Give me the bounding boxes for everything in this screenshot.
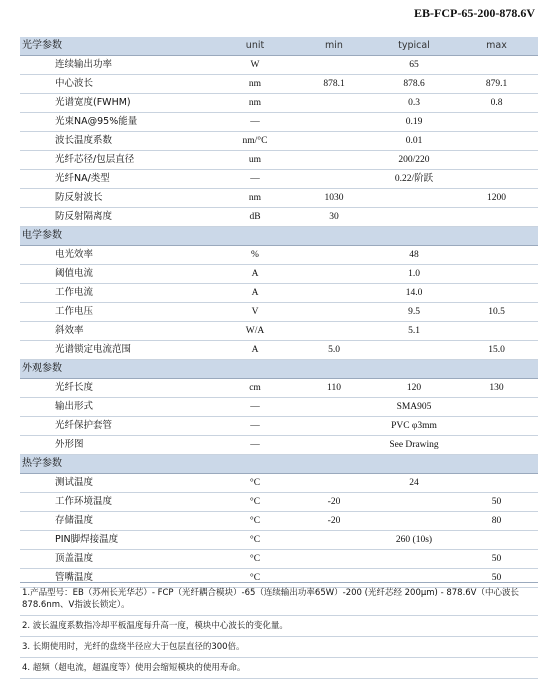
param-min xyxy=(295,170,373,189)
param-min: -20 xyxy=(295,493,373,512)
param-min xyxy=(295,322,373,341)
param-min xyxy=(295,284,373,303)
row-indent xyxy=(20,379,55,398)
param-name: 工作电流 xyxy=(55,284,215,303)
param-typical: 878.6 xyxy=(373,75,455,94)
param-unit: °C xyxy=(215,493,295,512)
param-unit: — xyxy=(215,417,295,436)
row-indent xyxy=(20,436,55,455)
param-max xyxy=(455,132,538,151)
param-max: 15.0 xyxy=(455,341,538,360)
param-unit: % xyxy=(215,246,295,265)
table-row xyxy=(20,493,538,512)
table-row xyxy=(20,151,538,170)
row-indent xyxy=(20,493,55,512)
section-header xyxy=(20,227,538,246)
row-indent xyxy=(20,265,55,284)
param-name: PIN脚焊接温度 xyxy=(55,531,215,550)
row-indent xyxy=(20,246,55,265)
param-max: 1200 xyxy=(455,189,538,208)
table-row xyxy=(20,170,538,189)
param-typical: See Drawing xyxy=(373,436,455,455)
table-row xyxy=(20,132,538,151)
param-min xyxy=(295,94,373,113)
table-row xyxy=(20,512,538,531)
section-header xyxy=(20,37,538,56)
row-indent xyxy=(20,512,55,531)
param-unit: — xyxy=(215,170,295,189)
param-min xyxy=(295,474,373,493)
param-name: 光束NA@95%能量 xyxy=(55,113,215,132)
table-row xyxy=(20,379,538,398)
param-max xyxy=(455,151,538,170)
param-max: 10.5 xyxy=(455,303,538,322)
param-typical xyxy=(373,341,455,360)
param-min xyxy=(295,132,373,151)
row-indent xyxy=(20,398,55,417)
param-name: 管嘴温度 xyxy=(55,569,215,588)
col-header-max: max xyxy=(455,37,538,56)
param-max: 130 xyxy=(455,379,538,398)
param-max xyxy=(455,265,538,284)
param-unit: °C xyxy=(215,512,295,531)
param-name: 光纤NA/类型 xyxy=(55,170,215,189)
row-indent xyxy=(20,550,55,569)
param-name: 光谱锁定电流范围 xyxy=(55,341,215,360)
param-min xyxy=(295,436,373,455)
param-unit: W xyxy=(215,56,295,75)
section-header xyxy=(20,360,538,379)
param-unit: °C xyxy=(215,531,295,550)
param-name: 斜效率 xyxy=(55,322,215,341)
table-row xyxy=(20,322,538,341)
param-unit: cm xyxy=(215,379,295,398)
section-title: 外观参数 xyxy=(20,360,215,379)
row-indent xyxy=(20,94,55,113)
param-min xyxy=(295,246,373,265)
model-number: EB-FCP-65-200-878.6V xyxy=(414,6,535,20)
param-max: 50 xyxy=(455,493,538,512)
param-typical: 0.01 xyxy=(373,132,455,151)
param-min xyxy=(295,151,373,170)
param-unit: A xyxy=(215,284,295,303)
table-row xyxy=(20,417,538,436)
param-unit: dB xyxy=(215,208,295,227)
row-indent xyxy=(20,75,55,94)
param-max xyxy=(455,531,538,550)
param-name: 阈值电流 xyxy=(55,265,215,284)
table-row xyxy=(20,341,538,360)
row-indent xyxy=(20,132,55,151)
param-typical: 200/220 xyxy=(373,151,455,170)
param-min: 878.1 xyxy=(295,75,373,94)
param-min xyxy=(295,398,373,417)
param-unit: nm xyxy=(215,189,295,208)
param-min: 1030 xyxy=(295,189,373,208)
table-row xyxy=(20,208,538,227)
param-name: 工作电压 xyxy=(55,303,215,322)
param-typical: 0.22/阶跃 xyxy=(373,170,455,189)
param-unit: — xyxy=(215,398,295,417)
table-row xyxy=(20,56,538,75)
param-min: -20 xyxy=(295,512,373,531)
param-typical xyxy=(373,512,455,531)
col-header-typical: typical xyxy=(373,37,455,56)
param-min: 110 xyxy=(295,379,373,398)
param-typical: 24 xyxy=(373,474,455,493)
param-max xyxy=(455,170,538,189)
param-min xyxy=(295,531,373,550)
param-max: 50 xyxy=(455,569,538,588)
row-indent xyxy=(20,151,55,170)
section-title: 热学参数 xyxy=(20,455,215,474)
section-header-fill xyxy=(215,455,538,474)
param-unit: °C xyxy=(215,474,295,493)
param-max xyxy=(455,284,538,303)
spec-table xyxy=(20,37,538,588)
row-indent xyxy=(20,170,55,189)
param-unit: nm xyxy=(215,94,295,113)
row-indent xyxy=(20,284,55,303)
table-row xyxy=(20,303,538,322)
param-typical: 14.0 xyxy=(373,284,455,303)
param-unit: V xyxy=(215,303,295,322)
param-min xyxy=(295,56,373,75)
table-row xyxy=(20,75,538,94)
param-min xyxy=(295,265,373,284)
section-header-fill xyxy=(215,360,538,379)
col-header-min: min xyxy=(295,37,373,56)
section-header-fill xyxy=(215,227,538,246)
param-name: 光纤芯径/包层直径 xyxy=(55,151,215,170)
param-min xyxy=(295,550,373,569)
section-title: 光学参数 xyxy=(20,37,215,56)
table-row xyxy=(20,265,538,284)
table-row xyxy=(20,284,538,303)
param-min: 30 xyxy=(295,208,373,227)
param-typical: 260 (10s) xyxy=(373,531,455,550)
param-min: 5.0 xyxy=(295,341,373,360)
param-typical: 1.0 xyxy=(373,265,455,284)
table-row xyxy=(20,436,538,455)
param-typical: 9.5 xyxy=(373,303,455,322)
row-indent xyxy=(20,341,55,360)
param-unit: A xyxy=(215,341,295,360)
param-name: 防反射隔离度 xyxy=(55,208,215,227)
note-item: 4. 超频（超电流，超温度等）使用会缩短模块的使用寿命。 xyxy=(20,658,538,679)
param-unit: nm xyxy=(215,75,295,94)
param-name: 连续输出功率 xyxy=(55,56,215,75)
param-typical: PVC φ3mm xyxy=(373,417,455,436)
param-typical: 0.19 xyxy=(373,113,455,132)
param-max xyxy=(455,474,538,493)
param-name: 外形图 xyxy=(55,436,215,455)
param-max xyxy=(455,322,538,341)
param-unit: A xyxy=(215,265,295,284)
note-item: 2. 波长温度系数指冷却平板温度每升高一度，模块中心波长的变化量。 xyxy=(20,616,538,637)
param-typical: 120 xyxy=(373,379,455,398)
table-row xyxy=(20,398,538,417)
row-indent xyxy=(20,56,55,75)
table-row xyxy=(20,189,538,208)
param-max: 50 xyxy=(455,550,538,569)
table-row xyxy=(20,113,538,132)
param-unit: — xyxy=(215,113,295,132)
param-unit: °C xyxy=(215,569,295,588)
param-name: 测试温度 xyxy=(55,474,215,493)
param-typical: SMA905 xyxy=(373,398,455,417)
table-row xyxy=(20,474,538,493)
param-min xyxy=(295,417,373,436)
param-typical xyxy=(373,189,455,208)
param-name: 存储温度 xyxy=(55,512,215,531)
note-item: 1.产品型号：EB（苏州长光华芯）- FCP（光纤耦合模块）-65（连续输出功率65W）-200 (光纤芯经 200μm) - 878.6V（中心波长 878.6nm、V指波长锁定）。 xyxy=(20,582,538,616)
param-unit: nm/°C xyxy=(215,132,295,151)
row-indent xyxy=(20,113,55,132)
param-max xyxy=(455,417,538,436)
param-max: 879.1 xyxy=(455,75,538,94)
row-indent xyxy=(20,189,55,208)
param-max xyxy=(455,208,538,227)
param-max xyxy=(455,436,538,455)
row-indent xyxy=(20,208,55,227)
param-max xyxy=(455,113,538,132)
param-max xyxy=(455,246,538,265)
param-name: 光纤保护套管 xyxy=(55,417,215,436)
param-max: 0.8 xyxy=(455,94,538,113)
param-max xyxy=(455,56,538,75)
row-indent xyxy=(20,474,55,493)
row-indent xyxy=(20,303,55,322)
param-min xyxy=(295,303,373,322)
table-row xyxy=(20,246,538,265)
param-name: 防反射波长 xyxy=(55,189,215,208)
param-typical xyxy=(373,493,455,512)
note-item: 3. 长期使用时，光纤的盘绕半径应大于包层直径的300倍。 xyxy=(20,637,538,658)
param-name: 顶盖温度 xyxy=(55,550,215,569)
param-typical: 5.1 xyxy=(373,322,455,341)
param-name: 工作环境温度 xyxy=(55,493,215,512)
param-typical xyxy=(373,208,455,227)
param-max: 80 xyxy=(455,512,538,531)
param-unit: um xyxy=(215,151,295,170)
row-indent xyxy=(20,531,55,550)
row-indent xyxy=(20,417,55,436)
col-header-unit: unit xyxy=(215,37,295,56)
param-unit: W/A xyxy=(215,322,295,341)
section-title: 电学参数 xyxy=(20,227,215,246)
param-max xyxy=(455,398,538,417)
param-name: 波长温度系数 xyxy=(55,132,215,151)
section-header xyxy=(20,455,538,474)
param-unit: — xyxy=(215,436,295,455)
param-typical: 48 xyxy=(373,246,455,265)
param-min xyxy=(295,113,373,132)
param-name: 输出形式 xyxy=(55,398,215,417)
row-indent xyxy=(20,322,55,341)
table-row xyxy=(20,550,538,569)
table-row xyxy=(20,94,538,113)
param-name: 中心波长 xyxy=(55,75,215,94)
param-name: 电光效率 xyxy=(55,246,215,265)
param-name: 光谱宽度(FWHM) xyxy=(55,94,215,113)
param-typical xyxy=(373,550,455,569)
param-typical: 0.3 xyxy=(373,94,455,113)
param-unit: °C xyxy=(215,550,295,569)
table-row xyxy=(20,531,538,550)
notes xyxy=(20,582,538,679)
param-name: 光纤长度 xyxy=(55,379,215,398)
param-typical: 65 xyxy=(373,56,455,75)
